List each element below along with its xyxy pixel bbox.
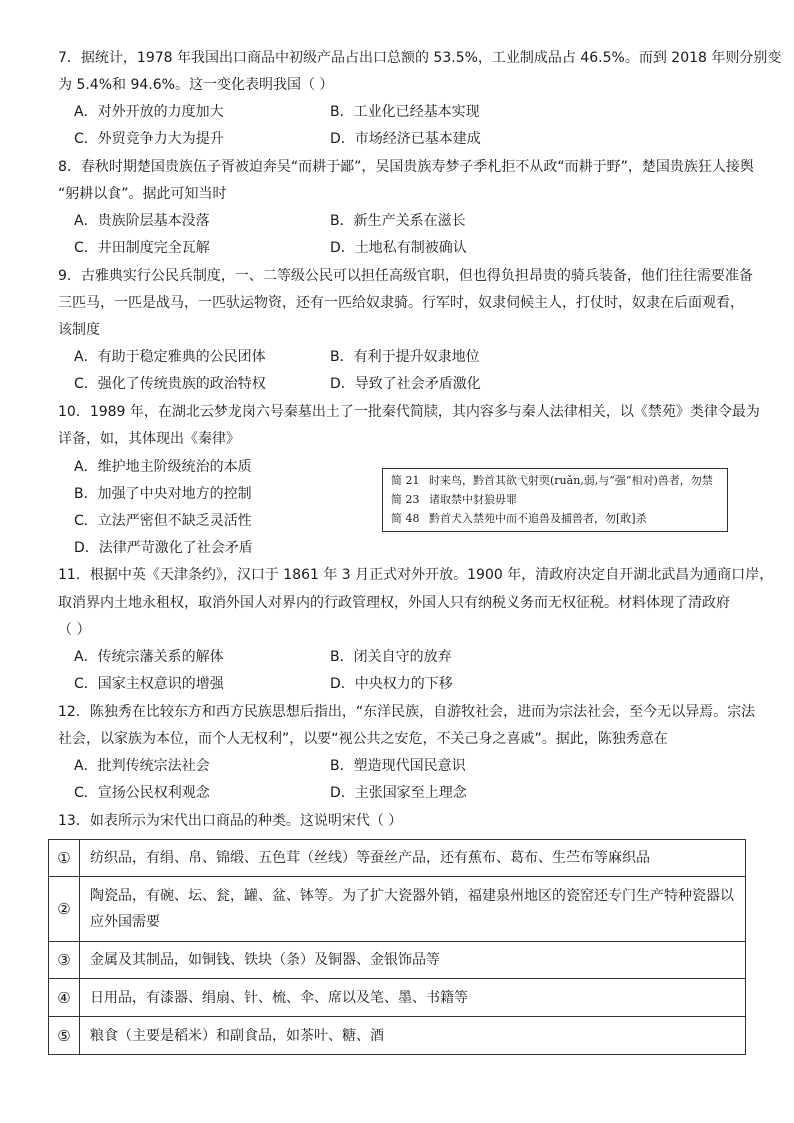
q7-option-d[interactable]: D．市场经济已基本建成: [330, 131, 481, 147]
q13-stem: 13．如表所示为宋代出口商品的种类。这说明宋代（ ）: [58, 813, 403, 829]
q9-stem-line3: 该制度: [58, 322, 100, 338]
table-row: [49, 979, 746, 1017]
q12-stem-line1: 12．陈独秀在比较东方和西方民族思想后指出，“东洋民族，自游牧社会，进而为宗法社会，至今无以异焉。宗法: [58, 704, 756, 720]
table-row: [49, 942, 746, 979]
slip-number: 简 21: [391, 474, 420, 487]
slip-row: [391, 471, 719, 490]
q9-stem-line2: 三匹马，一匹是战马，一匹驮运物资，还有一匹给奴隶骑。行军时，奴隶伺候主人，打仗时，奴隶在后面观看，: [58, 295, 744, 311]
q12-stem-line2: 社会，以家族为本位，而个人无权利”，以要“视公共之安危，不关己身之喜戚”。据此，陈独秀意在: [58, 731, 668, 747]
slip-text: 时来鸟，黔首其欲弋射耎(ruǎn,弱,与“强”相对)兽者，勿禁: [429, 474, 713, 487]
q7-option-a[interactable]: A．对外开放的力度加大: [74, 104, 224, 120]
row-text: 纺织品，有绢、帛、锦缎、五色茸（丝线）等蚕丝产品，还有蕉布、葛布、生苎布等麻织品: [80, 840, 746, 877]
q8-option-d[interactable]: D．土地私有制被确认: [330, 240, 467, 256]
slip-text: 诸取禁中豺狼毋罪: [429, 493, 517, 506]
q11-stem-line2: 取消界内土地永租权，取消外国人对界内的行政管理权，外国人只有纳税义务而无权征税。材料体现了清政府: [58, 595, 730, 611]
bamboo-slips-box: [382, 468, 728, 532]
q7-option-c[interactable]: C．外贸竞争力大为提升: [74, 131, 224, 147]
q9-option-c[interactable]: C．强化了传统贵族的政治特权: [74, 376, 266, 392]
q9-stem-line1: 9．古雅典实行公民兵制度，一、二等级公民可以担任高级官职，但也得负担昂贵的骑兵装备，他们往往需要准备: [58, 268, 753, 284]
q12-option-b[interactable]: B．塑造现代国民意识: [330, 758, 466, 774]
q8-option-a[interactable]: A．贵族阶层基本没落: [74, 213, 210, 229]
q8-stem-line1: 8．春秋时期楚国贵族伍子胥被迫奔吴“而耕于鄙”，吴国贵族寿梦子季札拒不从政“而耕于野”，楚国贵族狂人接舆: [58, 159, 754, 175]
q11-option-c[interactable]: C．国家主权意识的增强: [74, 676, 224, 692]
row-number: ①: [49, 840, 80, 877]
q12-option-a[interactable]: A．批判传统宗法社会: [74, 758, 210, 774]
q10-stem-line1: 10．1989 年，在湖北云梦龙岗六号秦墓出土了一批秦代简牍，其内容多与秦人法律相关，以《禁苑》类律令最为: [58, 404, 760, 420]
row-number: ④: [49, 979, 80, 1017]
row-text: 日用品，有漆器、绢扇、针、梳、伞、席以及笔、墨、书籍等: [80, 979, 746, 1017]
q8-option-c[interactable]: C．井田制度完全瓦解: [74, 240, 210, 256]
q11-option-a[interactable]: A．传统宗藩关系的解体: [74, 649, 224, 665]
q10-stem-line2: 详备，如，其体现出《秦律》: [58, 431, 240, 447]
slip-number: 简 23: [391, 493, 420, 506]
row-number: ⑤: [49, 1017, 80, 1055]
q10-option-b[interactable]: B．加强了中央对地方的控制: [74, 486, 252, 502]
slip-row: [391, 490, 719, 509]
q12-option-c[interactable]: C．宣扬公民权利观念: [74, 785, 210, 801]
q12-option-d[interactable]: D．主张国家至上理念: [330, 785, 467, 801]
table-row: [49, 877, 746, 942]
export-goods-table: [48, 839, 746, 1055]
q9-option-d[interactable]: D．导致了社会矛盾激化: [330, 376, 481, 392]
table-row: [49, 1017, 746, 1055]
q7-stem-line1: 7．据统计，1978 年我国出口商品中初级产品占出口总额的 53.5%，工业制成品占 46.5%。而到 2018 年则分别变: [58, 50, 782, 66]
q7-stem-line2: 为 5.4%和 94.6%。这一变化表明我国（ ）: [58, 77, 334, 93]
q7-option-b[interactable]: B．工业化已经基本实现: [330, 104, 480, 120]
slip-number: 简 48: [391, 512, 420, 525]
q11-stem-line1: 11．根据中英《天津条约》，汉口于 1861 年 3 月正式对外开放。1900 年，清政府决定自开湖北武昌为通商口岸，: [58, 567, 774, 583]
slip-row: [391, 509, 719, 528]
row-text: 金属及其制品，如铜钱、铁块（条）及铜器、金银饰品等: [80, 942, 746, 979]
row-number: ②: [49, 877, 80, 942]
q8-option-b[interactable]: B．新生产关系在滋长: [330, 213, 466, 229]
q9-option-a[interactable]: A．有助于稳定雅典的公民团体: [74, 349, 266, 365]
row-text: 陶瓷品，有碗、坛、瓮，罐、盆、钵等。为了扩大瓷器外销，福建泉州地区的瓷窑还专门生产特种瓷器以应外国需要: [80, 877, 746, 942]
q11-option-b[interactable]: B．闭关自守的放弃: [330, 649, 452, 665]
q10-option-a[interactable]: A．维护地主阶级统治的本质: [74, 459, 252, 475]
row-text: 粮食（主要是稻米）和副食品，如茶叶、糖、酒: [80, 1017, 746, 1055]
q8-stem-line2: “躬耕以食”。据此可知当时: [58, 186, 227, 202]
row-number: ③: [49, 942, 80, 979]
q11-option-d[interactable]: D．中央权力的下移: [330, 676, 453, 692]
q11-stem-line3: （ ）: [58, 622, 91, 638]
q9-option-b[interactable]: B．有利于提升奴隶地位: [330, 349, 480, 365]
slip-text: 黔首犬入禁苑中而不追兽及捕兽者，勿[敢]杀: [429, 512, 647, 525]
q10-option-c[interactable]: C．立法严密但不缺乏灵活性: [74, 513, 252, 529]
table-row: [49, 840, 746, 877]
q10-option-d[interactable]: D．法律严苛激化了社会矛盾: [74, 540, 253, 556]
